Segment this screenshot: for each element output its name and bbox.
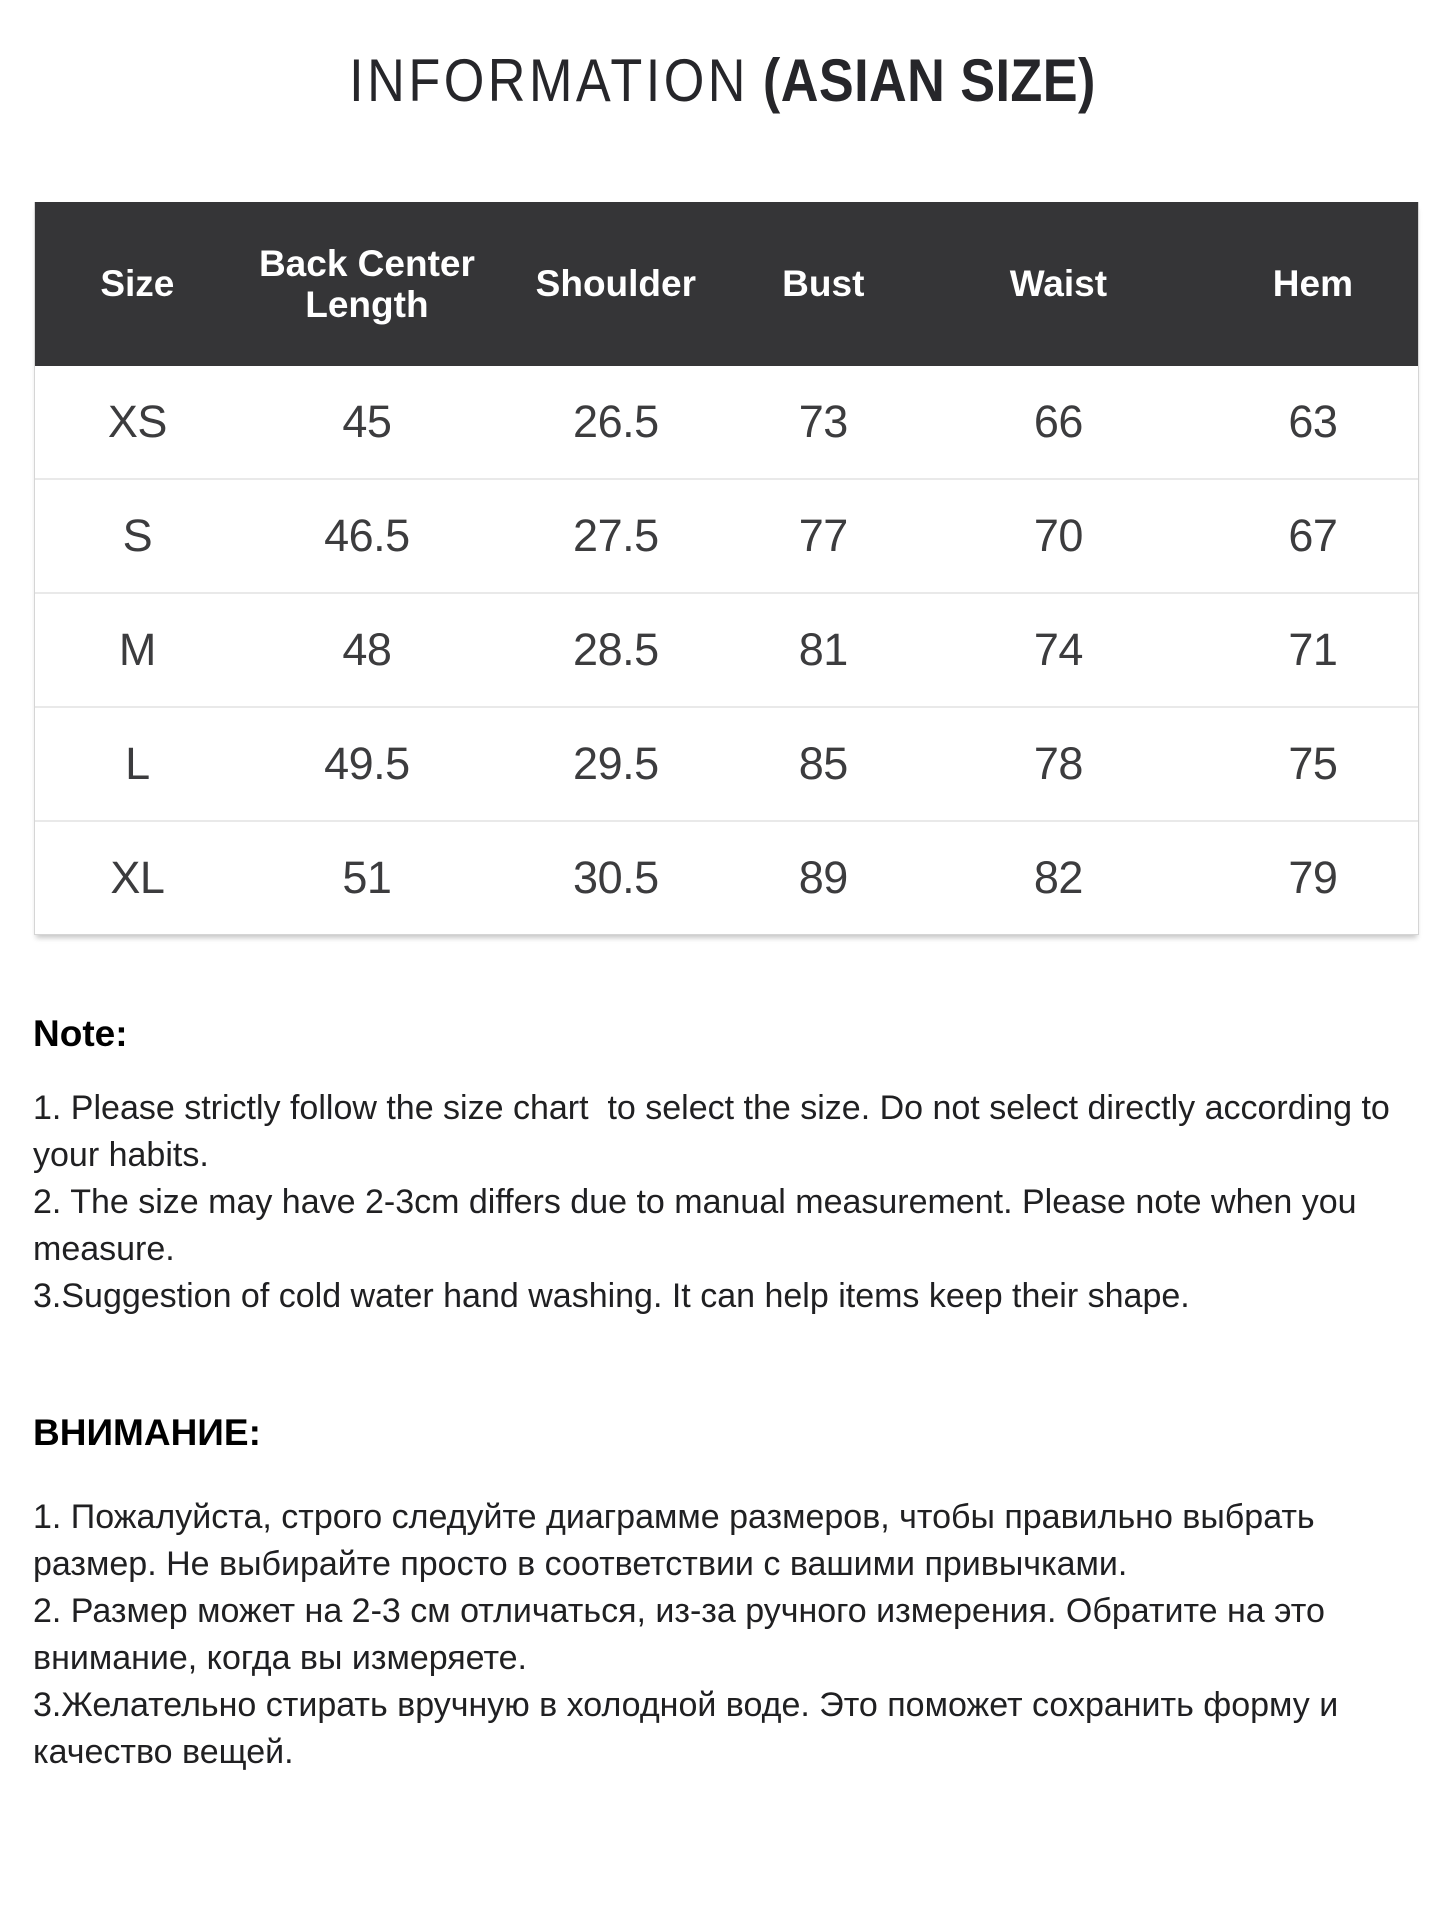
measurement-cell: 74 [909,593,1208,707]
table-row-m [35,593,1418,707]
title-information: INFORMATION [349,47,749,114]
page-title [94,42,1351,120]
note-item: 1. Пожалуйста, строго следуйте диаграмме размеров, чтобы правильно выбрать размер. Не выбирайте просто в соответствии с вашими привычками. [33,1498,1325,1583]
measurement-cell: 67 [1208,479,1418,593]
measurement-cell: 71 [1208,593,1418,707]
measurement-cell: 63 [1288,396,1338,447]
measurement-cell: 30.5 [494,821,737,934]
measurement-cell: 81 [738,593,909,707]
note-section-english [33,1013,1417,1320]
col-header-shoulder: Shoulder [494,202,737,366]
col-header-waist: Waist [909,202,1208,366]
measurement-cell: 26.5 [573,396,659,447]
note-item: 3.Suggestion of cold water hand washing. It can help items keep their shape. [33,1277,1190,1315]
measurement-cell: 78 [909,707,1208,821]
col-header-back-center-length: Back Center Length [240,202,494,366]
measurement-cell: 82 [909,821,1208,934]
title-asian-size: (ASIAN SIZE) [762,47,1096,114]
note-text-russian [33,1494,1417,1776]
note-item: 1. Please strictly follow the size chart to select the size. Do not select directly according to your habits. [33,1089,1400,1174]
measurement-cell: 46.5 [240,479,494,593]
measurement-cell: 29.5 [494,707,737,821]
measurement-cell: 77 [738,479,909,593]
measurement-cell: 89 [738,821,909,934]
table-row-l [35,707,1418,821]
size-chart-container [34,202,1419,935]
note-heading-russian: ВНИМАНИЕ: [33,1412,261,1453]
measurement-cell: 79 [1208,821,1418,934]
note-text-english [33,1085,1417,1320]
col-header-size: Size [35,202,240,366]
measurement-cell: 49.5 [240,707,494,821]
size-cell: S [35,479,240,593]
measurement-cell: 48 [240,593,494,707]
size-cell: XL [35,821,240,934]
size-cell: M [35,593,240,707]
measurement-cell: 85 [738,707,909,821]
measurement-cell: 27.5 [494,479,737,593]
table-row-xl [35,821,1418,934]
note-item: 3.Желательно стирать вручную в холодной воде. Это поможет сохранить форму и качество вещей. [33,1686,1348,1771]
size-chart-table [35,202,1418,934]
col-header-hem: Hem [1208,202,1418,366]
measurement-cell: 73 [798,396,848,447]
measurement-cell: 70 [909,479,1208,593]
header-row [35,202,1418,366]
table-row-s [35,479,1418,593]
note-heading-english: Note: [33,1013,128,1054]
measurement-cell: 66 [1033,396,1083,447]
note-item: 2. The size may have 2-3cm differs due to manual measurement. Please note when you measure. [33,1183,1367,1268]
col-header-bust: Bust [738,202,909,366]
measurement-cell: 51 [240,821,494,934]
note-item: 2. Размер может на 2-3 см отличаться, из-за ручного измерения. Обратите на это внимание, когда вы измеряете. [33,1592,1335,1677]
note-section-russian [33,1412,1417,1776]
table-row-xs [35,366,1418,479]
size-cell: XS [107,396,167,447]
measurement-cell: 45 [342,396,392,447]
measurement-cell: 75 [1208,707,1418,821]
measurement-cell: 28.5 [494,593,737,707]
size-cell: L [35,707,240,821]
